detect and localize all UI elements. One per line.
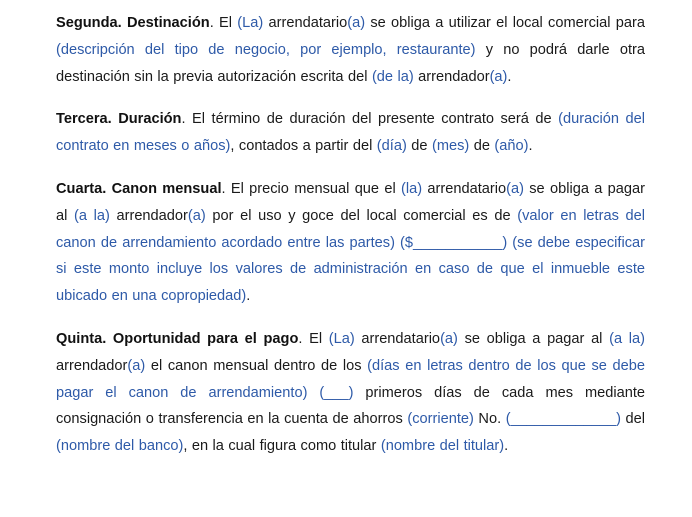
- placeholder-text: (La): [237, 15, 264, 31]
- placeholder-text: (La): [328, 330, 355, 347]
- placeholder-text: (a): [489, 68, 508, 85]
- clause-text: de: [406, 138, 432, 155]
- clause-text: , contados a partir del: [230, 138, 377, 155]
- clause-text: de: [469, 138, 495, 155]
- placeholder-text: (la): [401, 180, 423, 197]
- placeholder-text: (a): [440, 330, 458, 347]
- clause-text: No.: [473, 411, 506, 428]
- clause-title: Quinta. Oportunidad para el pago: [56, 330, 299, 347]
- clause-text: .: [507, 68, 512, 85]
- placeholder-text: (días en letras dentro de los que se debe pagar el canon de arrendamiento) (___): [56, 357, 645, 401]
- placeholder-text: (descripción del tipo de negocio, por ejemplo, restaurante): [56, 41, 476, 58]
- placeholder-text: (de la): [371, 68, 414, 85]
- clause-text: arrendatario: [422, 180, 507, 197]
- placeholder-text: (día): [376, 138, 407, 155]
- clause-text: y no podrá darle otra destinación sin la previa autorización escrita del: [56, 41, 645, 85]
- placeholder-text: (a): [127, 357, 146, 374]
- clause-text: se obliga a pagar al: [457, 330, 610, 347]
- clause-segunda: [56, 10, 645, 90]
- clause-text: .: [246, 288, 251, 305]
- clause-text: , en la cual figura como titular: [183, 438, 381, 455]
- placeholder-text: (a la): [609, 330, 645, 347]
- clause-text: primeros días de cada mes mediante consignación o transferencia en la cuenta de ahorros: [56, 384, 645, 428]
- clause-text: arrendador: [56, 357, 128, 374]
- placeholder-text: (mes): [431, 138, 470, 155]
- placeholder-text: (duración del contrato en meses o años): [56, 111, 646, 155]
- clause-text: . El precio mensual que el: [221, 180, 402, 197]
- clause-cuarta: [56, 176, 645, 310]
- clause-tercera: [56, 106, 645, 160]
- clause-title: Tercera. Duración: [56, 111, 182, 128]
- clause-text: .: [528, 138, 533, 155]
- clause-text: por el uso y goce del local comercial es de: [205, 207, 518, 224]
- placeholder-text: (a): [187, 207, 206, 224]
- placeholder-text: (_____________): [505, 411, 621, 428]
- clause-text: del: [620, 411, 645, 428]
- placeholder-text: (a): [506, 180, 524, 197]
- clause-text: arrendador: [109, 207, 188, 224]
- clause-text: se obliga a pagar al: [56, 180, 645, 224]
- placeholder-text: (nombre del banco): [56, 438, 184, 455]
- clause-text: .: [504, 438, 509, 455]
- clause-text: arrendador: [413, 68, 490, 85]
- clause-text: . El: [209, 15, 238, 31]
- clause-title: Cuarta. Canon mensual: [56, 180, 222, 197]
- placeholder-text: (corriente): [407, 411, 474, 428]
- document-page: [56, 10, 645, 476]
- clause-text: . El término de duración del presente contrato será de: [181, 111, 559, 128]
- clause-text: se obliga a utilizar el local comercial para: [365, 15, 645, 31]
- clause-text: arrendatario: [354, 330, 441, 347]
- placeholder-text: (nombre del titular): [380, 438, 505, 455]
- clause-title: Segunda. Destinación: [56, 15, 210, 31]
- placeholder-text: (año): [494, 138, 529, 155]
- clause-text: el canon mensual dentro de los: [145, 357, 368, 374]
- clause-text: arrendatario: [263, 15, 348, 31]
- placeholder-text: (a): [347, 15, 366, 31]
- placeholder-text: (valor en letras del canon de arrendamiento acordado entre las partes) ($___________) (se debe especificar si este monto incluye los valores de administración en caso de que el inmueble este ubicado en una copropiedad): [56, 207, 645, 305]
- placeholder-text: (a la): [74, 207, 110, 224]
- clause-quinta: [56, 326, 645, 460]
- clause-text: . El: [298, 330, 329, 347]
